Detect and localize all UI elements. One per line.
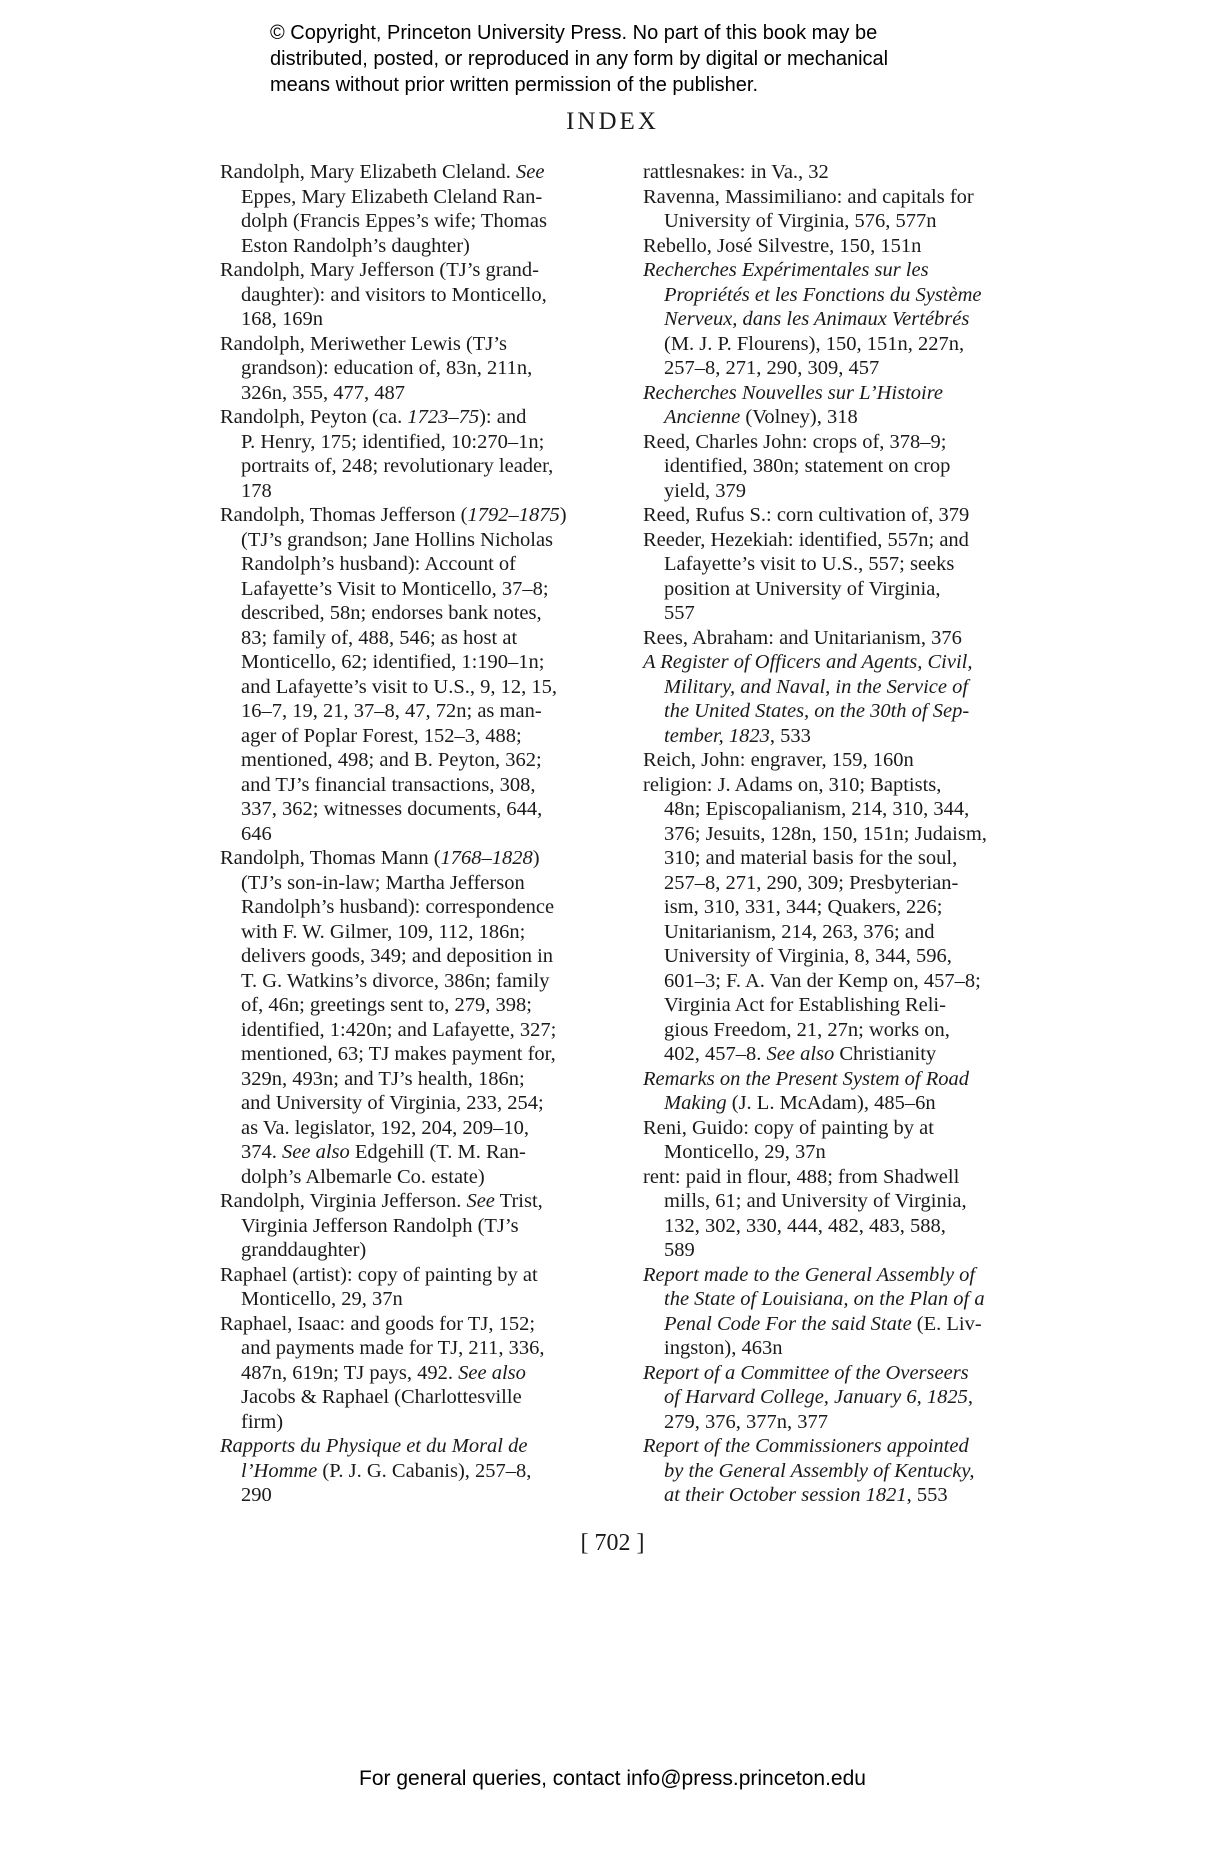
index-entry bbox=[220, 846, 620, 1189]
index-entry-text: ) (TJ’s grandson; Jane Hollins Nicholas Randolph’s husband): Account of Lafayette’s Visit to Monticello, 37–8; described, 58n; endorses bank notes, 83; family of, 488, 546; as host at Monticello, 62; identified, 1:190–1n; and Lafayette’s visit to U.S., 9, 12, 15, 16–7, 19, 21, 37–8, 47, 72n; as man- ager of Poplar Forest, 152–3, 488; mentioned, 498; and B. Peyton, 362; and TJ’s financial transactions, 308, 337, 362; witnesses documents, 644, 646 bbox=[241, 504, 567, 845]
index-entry-italic-text: Report made to the General Assembly of the State of Louisiana, on the Plan of a Penal Code For the said State bbox=[643, 1263, 985, 1335]
index-entry-text: Raphael, Isaac: and goods for TJ, 152; and payments made for TJ, 211, 336, 487n, 619n; TJ pays, 492. bbox=[220, 1312, 545, 1384]
index-entry bbox=[643, 1165, 1048, 1263]
index-entry bbox=[643, 1116, 1048, 1165]
index-entry bbox=[643, 234, 1048, 259]
index-entry bbox=[220, 1434, 620, 1508]
index-entry bbox=[220, 1312, 620, 1435]
index-entry bbox=[220, 258, 620, 332]
index-entry bbox=[643, 626, 1048, 651]
page-number: [ 702 ] bbox=[580, 1530, 645, 1556]
index-entry bbox=[643, 1434, 1048, 1508]
index-entry-italic-text: Report of a Committee of the Overseers of Harvard College, January 6, 1825 bbox=[643, 1361, 969, 1408]
index-entry-italic-text: 1792–1875 bbox=[467, 504, 560, 526]
index-entry-text: ): and P. Henry, 175; identified, 10:270–1n; portraits of, 248; revolutionary leader, 178 bbox=[241, 406, 554, 502]
index-entry-text: (P. J. G. Cabanis), 257–8, 290 bbox=[241, 1459, 532, 1506]
copyright-notice bbox=[270, 20, 970, 98]
index-entry-text: Randolph, Peyton (ca. bbox=[220, 406, 408, 428]
index-entry-italic-text: A Register of Officers and Agents, Civil, Military, and Naval, in the Service of the United States, on the 30th of Sep- tember, 1823 bbox=[643, 651, 973, 747]
index-entry-text: Christianity bbox=[834, 1043, 937, 1065]
index-entry-italic-text: 1768–1828 bbox=[440, 847, 533, 869]
index-entry bbox=[220, 405, 620, 503]
index-entry bbox=[643, 528, 1048, 626]
index-entry bbox=[643, 748, 1048, 773]
index-entry-text: , 533 bbox=[769, 724, 811, 747]
index-entry-italic-text: Rapports du Physique et du Moral de l’Homme bbox=[220, 1435, 528, 1482]
index-entry bbox=[643, 773, 1048, 1067]
index-entry-italic-text: Remarks on the Present System of Road Making bbox=[643, 1067, 970, 1114]
index-entry-text: rattlesnakes: in Va., 32 bbox=[643, 161, 829, 183]
index-entry-text: Randolph, Mary Elizabeth Cleland. bbox=[220, 161, 517, 183]
index-entry-italic-text: Report of the Commissioners appointed by the General Assembly of Kentucky, at their October session 1821 bbox=[643, 1435, 975, 1506]
index-entry-italic-text: See bbox=[516, 161, 545, 183]
index-entry-text: Trist, Virginia Jefferson Randolph (TJ’s granddaughter) bbox=[241, 1190, 543, 1261]
index-entry-text: religion: J. Adams on, 310; Baptists, 48n; Episcopalianism, 214, 310, 344, 376; Jesuits, 128n, 150, 151n; Judaism, 310; and material basis for the soul, 257–8, 271, 290, 309; Presbyterian- ism, 310, 331, 344; Quakers, 226; Unitarianism, 214, 263, 376; and University of Virginia, 8, 344, 596, 601–3; F. A. Van der Kemp on, 457–8; Virginia Act for Establishing Reli- gious Freedom, 21, 27n; works on, 402, 457–8. bbox=[643, 773, 987, 1065]
index-entry-text: Eppes, Mary Elizabeth Cleland Ran- dolph (Francis Eppes’s wife; Thomas Eston Randolph’s daughter) bbox=[241, 185, 547, 257]
index-entry bbox=[220, 1263, 620, 1312]
index-entry bbox=[643, 381, 1048, 430]
index-entry bbox=[220, 503, 620, 846]
index-entry-text: (Volney), 318 bbox=[740, 406, 858, 428]
index-entry-text: Reich, John: engraver, 159, 160n bbox=[643, 749, 914, 771]
index-entry bbox=[220, 160, 620, 258]
index-entry-text: Reeder, Hezekiah: identified, 557n; and Lafayette’s visit to U.S., 557; seeks position at University of Virginia, 557 bbox=[643, 528, 969, 624]
index-entry-text: Ravenna, Massimiliano: and capitals for University of Virginia, 576, 577n bbox=[643, 185, 974, 232]
index-entry bbox=[643, 503, 1048, 528]
index-entry-text: Randolph, Thomas Mann ( bbox=[220, 847, 441, 869]
index-entry-text: Reni, Guido: copy of painting by at Monticello, 29, 37n bbox=[643, 1116, 934, 1163]
index-entry-italic-text: 1723–75 bbox=[407, 406, 480, 428]
index-entry-italic-text: See also bbox=[282, 1141, 350, 1163]
copyright-text: © Copyright, Princeton University Press. No part of this book may be distributed, posted, or reproduced in any form by digital or mechanical means without prior written permission of the publisher. bbox=[270, 22, 889, 96]
index-entry-text: Randolph, Thomas Jefferson ( bbox=[220, 504, 468, 526]
index-entry bbox=[643, 650, 1048, 748]
index-entry bbox=[643, 258, 1048, 381]
index-entry-text: Randolph, Mary Jefferson (TJ’s grand- daughter): and visitors to Monticello, 168, 169n bbox=[220, 259, 547, 330]
index-entry-text: , 279, 376, 377n, 377 bbox=[664, 1386, 973, 1433]
index-entry bbox=[643, 1361, 1048, 1435]
index-entry-text: Raphael (artist): copy of painting by at Monticello, 29, 37n bbox=[220, 1263, 538, 1310]
index-entry-italic-text: Recherches Nouvelles sur L’Histoire Ancienne bbox=[643, 381, 944, 428]
index-entry-text: Edgehill (T. M. Ran- dolph’s Albemarle Co. estate) bbox=[241, 1141, 526, 1188]
index-entry-italic-text: See also bbox=[458, 1361, 526, 1384]
index-entry-text: Reed, Rufus S.: corn cultivation of, 379 bbox=[643, 504, 970, 526]
index-entry-text: (J. L. McAdam), 485–6n bbox=[726, 1092, 936, 1114]
index-column-left bbox=[220, 160, 620, 1508]
index-entry bbox=[643, 160, 1048, 185]
index-entry-text: Randolph, Virginia Jefferson. bbox=[220, 1190, 467, 1212]
footer-contact: For general queries, contact info@press.princeton.edu bbox=[359, 1767, 866, 1790]
index-entry bbox=[643, 1263, 1048, 1361]
index-entry-text: (E. Liv- ingston), 463n bbox=[664, 1312, 982, 1359]
index-column-right bbox=[643, 160, 1048, 1508]
index-entry-text: Rees, Abraham: and Unitarianism, 376 bbox=[643, 626, 962, 649]
index-entry bbox=[220, 332, 620, 406]
index-entry-text: Jacobs & Raphael (Charlottesville firm) bbox=[241, 1386, 522, 1433]
index-entry-text: (M. J. P. Flourens), 150, 151n, 227n, 257–8, 271, 290, 309, 457 bbox=[664, 332, 965, 379]
index-entry-italic-text: See also bbox=[766, 1043, 835, 1065]
index-entry-italic-text: Recherches Expérimentales sur les Propriétés et les Fonctions du Système Nerveux, dans les Animaux Vertébrés bbox=[643, 259, 982, 330]
index-entry bbox=[643, 430, 1048, 504]
index-entry-text: Rebello, José Silvestre, 150, 151n bbox=[643, 234, 922, 257]
index-entry-text: Reed, Charles John: crops of, 378–9; identified, 380n; statement on crop yield, 379 bbox=[643, 430, 951, 502]
index-entry bbox=[643, 185, 1048, 234]
index-entry-italic-text: See bbox=[466, 1190, 495, 1212]
index-entry-text: ) (TJ’s son-in-law; Martha Jefferson Randolph’s husband): correspondence with F. W. Gilmer, 109, 112, 186n; delivers goods, 349; and deposition in T. G. Watkins’s divorce, 386n; family of, 46n; greetings sent to, 279, 398; identified, 1:420n; and Lafayette, 327; mentioned, 63; TJ makes payment for, 329n, 493n; and TJ’s health, 186n; and University of Virginia, 233, 254; as Va. legislator, 192, 204, 209–10, 374. bbox=[241, 847, 557, 1163]
index-entry-text: , 553 bbox=[906, 1484, 948, 1506]
index-entry-text: Randolph, Meriwether Lewis (TJ’s grandson): education of, 83n, 211n, 326n, 355, 477, 487 bbox=[220, 332, 533, 404]
index-entry bbox=[643, 1067, 1048, 1116]
index-entry-text: rent: paid in flour, 488; from Shadwell mills, 61; and University of Virginia, 132, 302, 330, 444, 482, 483, 588, 589 bbox=[643, 1165, 967, 1261]
index-entry bbox=[220, 1189, 620, 1263]
running-head: INDEX bbox=[566, 108, 659, 135]
